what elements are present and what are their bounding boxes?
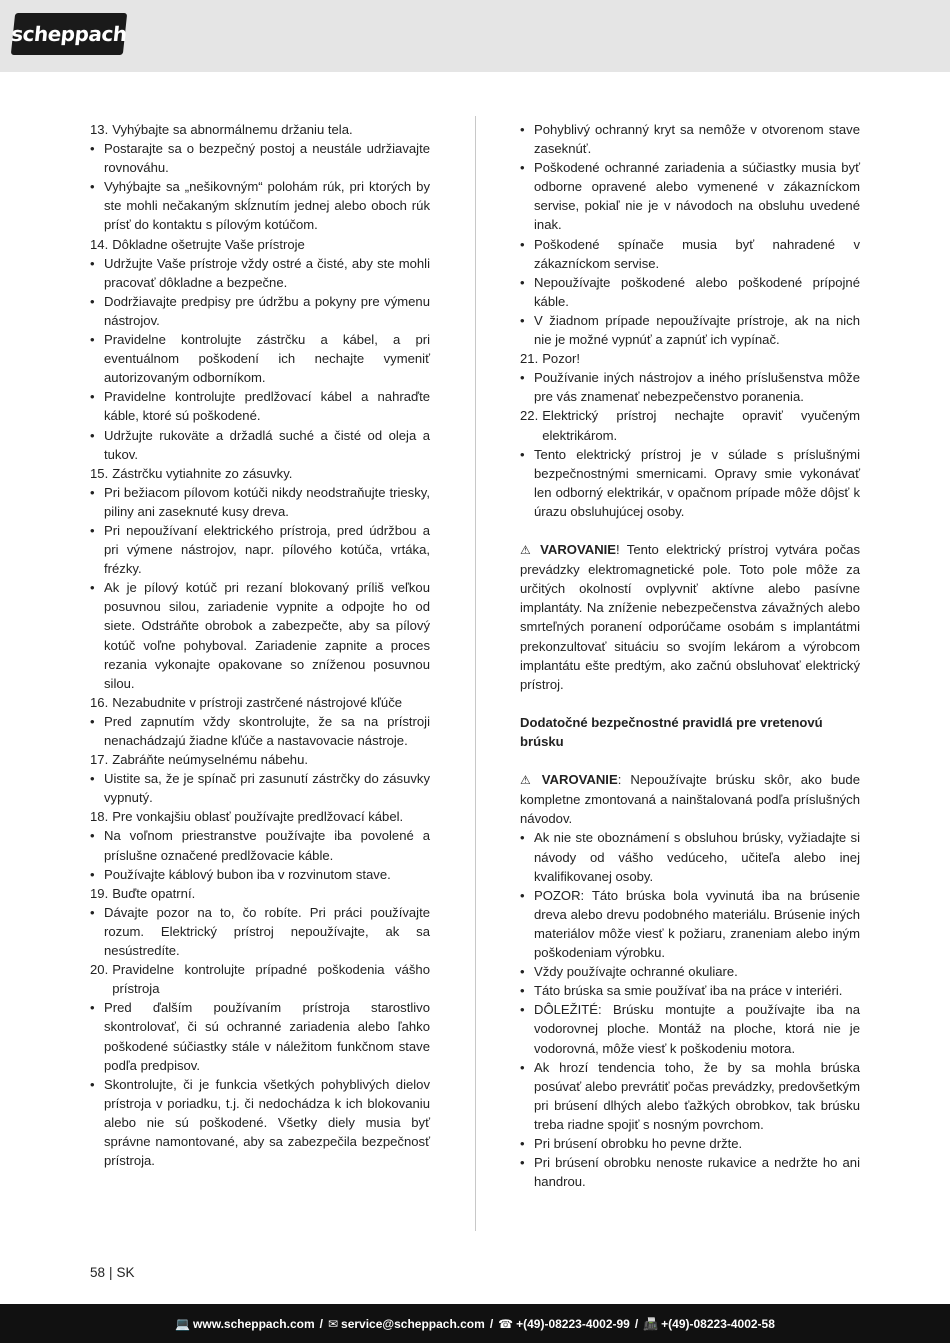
bullet-item (90, 712, 430, 750)
numbered-heading (90, 807, 430, 826)
bullet-icon: • (520, 830, 525, 846)
warning-label: VAROVANIE (540, 542, 617, 558)
item-text: V žiadnom prípade nepoužívajte prístroje, ak na nich nie je možné vypnúť a zapnúť ich vypínač. (534, 312, 860, 348)
item-text: Na voľnom priestranstve používajte iba povolené a príslušne označené predlžovacie káble. (104, 828, 430, 863)
bullet-item (90, 483, 430, 521)
item-text: Tento elektrický prístroj je v súlade s príslušnými bezpečnostnými smernicami. Opravy smie vykonávať len odborný elektrikár, v opačnom prípade môže dôjsť k úrazu obsluhujúcej osoby. (534, 446, 860, 519)
item-text: Postarajte sa o bezpečný postoj a neustále udržiavajte rovnováhu. (104, 141, 430, 176)
item-text: Ak je pílový kotúč pri rezaní blokovaný príliš veľkou posuvnou silou, zariadenie vypnite a odpojte ho od siete. Odstráňte obrobok a zabezpečte, aby sa pílový kotúč voľne pohyboval. Zariadenie zapnite a proces rezania vykonajte opakovane so zníženou posuvnou silou. (104, 580, 430, 691)
bullet-icon: • (90, 866, 95, 882)
bullet-item (90, 578, 430, 693)
warning-assembly (520, 770, 860, 828)
item-text: Buďte opatrní. (112, 885, 196, 901)
page-number-value: 58 (90, 1265, 106, 1280)
bullet-item (520, 158, 860, 234)
footer-phone: +(49)-08223-4002-99 (516, 1316, 630, 1331)
item-text: Pre vonkajšiu oblasť používajte predlžovací kábel. (112, 809, 404, 825)
bullet-item (520, 1134, 860, 1153)
bullet-icon: • (90, 332, 95, 348)
bullet-item (520, 1153, 860, 1191)
bullet-item (90, 998, 430, 1074)
item-text: Pravidelne kontrolujte predlžovací kábel a nahraďte káble, ktoré sú poškodené. (104, 389, 430, 424)
warning-text: ! Tento elektrický prístroj vytvára počas prevádzky elektromagnetické pole. Toto pole môže za určitých okolností ovplyvniť aktívne alebo pasívne implantáty. Na zníženie nebezpečenstva závažných alebo smrteľných poranení odporúčame osobám s implantátmi prekonzultovať situáciu so svojím lekárom a výrobcom implantátu ešte predtým, ako začnú obsluhovať elektrický prístroj. (520, 542, 860, 692)
bullet-item (520, 1058, 860, 1134)
item-text: Skontrolujte, či je funkcia všetkých pohyblivých dielov prístroja v poriadku, t.j. či nedochádza k ich blokovaniu alebo nie sú poškodené. Všetky diely musia byť správne namontované, aby sa zabezpečila bezpečnosť prístroja. (104, 1076, 430, 1169)
item-number: 16. (90, 694, 109, 710)
bullet-icon: • (520, 122, 525, 137)
item-text: Dôkladne ošetrujte Vaše prístroje (112, 236, 305, 252)
bullet-icon: • (90, 1076, 95, 1092)
bullet-icon: • (520, 446, 525, 462)
bullet-icon: • (520, 236, 525, 252)
item-number: 14. (90, 236, 109, 252)
bullet-item (90, 826, 430, 864)
mail-icon: ✉ (327, 1316, 339, 1331)
bullet-item (520, 235, 860, 273)
column-divider (475, 116, 476, 1231)
item-text: POZOR: Táto brúska bola vyvinutá iba na brúsenie dreva alebo drevu podobného materiálu. Brúsenie iných materiálov môže viesť k požiaru, zraneniam alebo iným poškodeniam výrobku. (534, 887, 860, 961)
item-text: Vždy používajte ochranné okuliare. (534, 964, 738, 980)
item-number: 18. (90, 809, 109, 825)
numbered-heading (90, 960, 430, 998)
warning-emf (520, 540, 860, 694)
bullet-icon: • (90, 255, 95, 271)
item-text: Pravidelne kontrolujte zástrčku a kábel, a pri eventuálnom poškodení ich nechajte vymeniť autorizovaným odborníkom. (104, 332, 430, 386)
section-heading: Dodatočné bezpečnostné pravidlá pre vretenovú brúsku (520, 714, 823, 749)
item-text: Vyhýbajte sa „nešikovným“ polohám rúk, pri ktorých by ste mohli nečakaným skĺznutím jednej alebo oboch rúk prísť do kontaktu s pílovým kotúčom. (104, 179, 430, 233)
item-text: Vyhýbajte sa abnormálnemu držaniu tela. (112, 122, 353, 137)
item-text: Zabráňte neúmyselnému nábehu. (112, 752, 309, 768)
warning-triangle-icon: ⚠ (520, 543, 531, 558)
bullet-item (90, 769, 430, 807)
bullet-icon: • (90, 179, 95, 195)
bullet-icon: • (90, 427, 95, 443)
bullet-icon: • (90, 904, 95, 920)
bullet-icon: • (520, 1155, 525, 1171)
bullet-icon: • (520, 370, 525, 386)
bullet-icon: • (90, 771, 95, 787)
item-text: Pri nepoužívaní elektrického prístroja, pred údržbou a pri výmene nástrojov, napr. pílového kotúča, vrtáka, frézky. (104, 522, 430, 577)
bullet-item (90, 254, 430, 292)
computer-icon: 💻 (175, 1316, 191, 1331)
bullet-icon: • (90, 1000, 95, 1016)
bullet-item (520, 962, 860, 981)
item-number: 13. (90, 122, 109, 137)
item-text: Zástrčku vytiahnite zo zásuvky. (112, 465, 293, 481)
bullet-item (90, 139, 430, 177)
bullet-icon: • (520, 160, 525, 176)
bullet-icon: • (90, 389, 95, 405)
bullet-icon: • (90, 713, 95, 729)
item-text: Používajte káblový bubon iba v rozvinutom stave. (104, 866, 391, 882)
bullet-item (520, 828, 860, 885)
fax-icon: 📠 (643, 1316, 659, 1331)
item-text: Pred ďalším používaním prístroja starostlivo skontrolovať, či sú ochranné zariadenia alebo ľahko poškodené súčiastky stále v náležitom funkčnom stave podľa predpisov. (104, 1000, 430, 1073)
bullet-item (90, 903, 430, 960)
item-number: 17. (90, 752, 109, 768)
bullet-icon: • (520, 887, 525, 903)
item-number: 19. (90, 885, 109, 901)
bullet-item (520, 1000, 860, 1057)
bullet-icon: • (520, 312, 525, 328)
bullet-icon: • (90, 580, 95, 596)
bullet-item (520, 368, 860, 406)
item-text: Dodržiavajte predpisy pre údržbu a pokyny pre výmenu nástrojov. (104, 293, 430, 328)
bullet-icon: • (520, 964, 525, 980)
bullet-icon: • (90, 522, 95, 538)
numbered-heading (90, 120, 430, 139)
bullet-icon: • (90, 484, 95, 500)
item-text: Ak nie ste oboznámení s obsluhou brúsky, vyžiadajte si návody od vášho vedúceho, učiteľa alebo inej kvalifikovanej osoby. (534, 830, 860, 884)
bullet-item (90, 177, 430, 234)
numbered-heading (90, 884, 430, 903)
item-text: Dávajte pozor na to, čo robíte. Pri práci používajte rozum. Elektrický prístroj nepoužívajte, ak sa nesústredíte. (104, 904, 430, 959)
bullet-icon: • (90, 293, 95, 309)
phone-icon: ☎ (498, 1316, 514, 1331)
bullet-item (520, 273, 860, 311)
item-text: Pri brúsení obrobku ho pevne držte. (534, 1135, 743, 1151)
bullet-item (90, 1075, 430, 1170)
bullet-item (520, 981, 860, 1000)
bullet-icon: • (90, 828, 95, 844)
bullet-icon: • (520, 1059, 525, 1075)
item-text: Pred zapnutím vždy skontrolujte, že sa na prístroji nenachádzajú žiadne kľúče a nastavovacie nástroje. (104, 713, 430, 748)
page-number: 58 | SK (90, 1265, 135, 1280)
numbered-heading (90, 750, 430, 769)
footer-fax: +(49)-08223-4002-58 (661, 1316, 775, 1331)
item-text: Ak hrozí tendencia toho, že by sa mohla brúska posúvať alebo prevrátiť počas prevádzky, predovšetkým pri brúsení dlhých alebo ťažkých obrobkov, tak brúsku treba riadne spojiť s nosným povrchom. (534, 1059, 860, 1132)
bullet-item (90, 292, 430, 330)
item-number: 15. (90, 465, 109, 481)
numbered-heading (90, 235, 430, 254)
item-number: 22. (520, 408, 539, 424)
page-language: SK (116, 1265, 135, 1280)
numbered-heading (520, 349, 860, 368)
item-text: Nezabudnite v prístroji zastrčené nástrojové kľúče (112, 694, 403, 710)
header-band (0, 0, 950, 72)
bullet-item (520, 445, 860, 521)
item-text: Pozor! (542, 351, 581, 367)
bullet-item (90, 521, 430, 578)
left-column (90, 120, 430, 1170)
item-text: Táto brúska sa smie používať iba na práce v interiéri. (534, 983, 843, 999)
footer-email[interactable]: service@scheppach.com (341, 1316, 485, 1331)
footer-bar: 💻 www.scheppach.com / ✉ service@scheppach.com / ☎ +(49)-08223-4002-99 / 📠 +(49)-08223-4002-58 (0, 1304, 950, 1343)
item-text: Poškodené ochranné zariadenia a súčiastky musia byť odborne opravené alebo vymenené v zákazníckom servise, pokiaľ nie je v návodoch na obsluhu uvedené inak. (534, 160, 860, 233)
item-number: 21. (520, 351, 539, 367)
item-text: Udržujte Vaše prístroje vždy ostré a čisté, aby ste mohli pracovať dôkladne a bezpečne. (104, 255, 430, 290)
bullet-icon: • (520, 983, 525, 999)
item-text: Uistite sa, že je spínač pri zasunutí zástrčky do zásuvky vypnutý. (104, 771, 430, 806)
scheppach-logo: scheppach (11, 13, 127, 55)
right-column-items-top (520, 120, 860, 521)
bullet-item (520, 311, 860, 349)
warning-triangle-icon: ⚠ (520, 773, 531, 788)
warning-label: VAROVANIE (541, 772, 618, 788)
bullet-icon: • (90, 141, 95, 157)
bullet-icon: • (520, 1135, 525, 1151)
bullet-item (90, 426, 430, 464)
item-text: DÔLEŽITÉ: Brúsku montujte a používajte iba na vodorovnej ploche. Montáž na ploche, ktorá nie je vodorovná, môže viesť k poškodeniu motora. (534, 1002, 860, 1056)
warning-text: : Nepoužívajte brúsku skôr, ako bude kompletne zmontovaná a nainštalovaná podľa príslušných návodov. (520, 772, 860, 827)
numbered-heading (90, 693, 430, 712)
item-text: Pri brúsení obrobku nenoste rukavice a nedržte ho ani handrou. (534, 1155, 860, 1190)
numbered-heading (520, 406, 860, 444)
right-column-items-bottom (520, 828, 860, 1191)
bullet-item (90, 865, 430, 884)
item-text: Používanie iných nástrojov a iného príslušenstva môže pre vás znamenať nebezpečenstvo poranenia. (534, 370, 860, 405)
item-text: Elektrický prístroj nechajte opraviť vyučeným elektrikárom. (542, 408, 860, 443)
bullet-icon: • (520, 1002, 525, 1018)
footer-website[interactable]: www.scheppach.com (193, 1316, 315, 1331)
right-column (520, 120, 860, 1191)
bullet-item (90, 387, 430, 425)
item-text: Nepoužívajte poškodené alebo poškodené prípojné káble. (534, 274, 860, 309)
item-number: 20. (90, 962, 109, 978)
numbered-heading (90, 464, 430, 483)
item-text: Pravidelne kontrolujte prípadné poškodenia vášho prístroja (112, 962, 430, 997)
item-text: Poškodené spínače musia byť nahradené v zákazníckom servise. (534, 236, 860, 271)
bullet-item (90, 330, 430, 387)
bullet-icon: • (520, 274, 525, 290)
item-text: Pohyblivý ochranný kryt sa nemôže v otvorenom stave zaseknúť. (534, 122, 860, 157)
bullet-item (520, 886, 860, 962)
item-text: Udržujte rukoväte a držadlá suché a čisté od oleja a tukov. (104, 427, 430, 462)
bullet-item (520, 120, 860, 158)
item-text: Pri bežiacom pílovom kotúči nikdy neodstraňujte triesky, piliny ani zaseknuté kusy dreva. (104, 484, 430, 519)
